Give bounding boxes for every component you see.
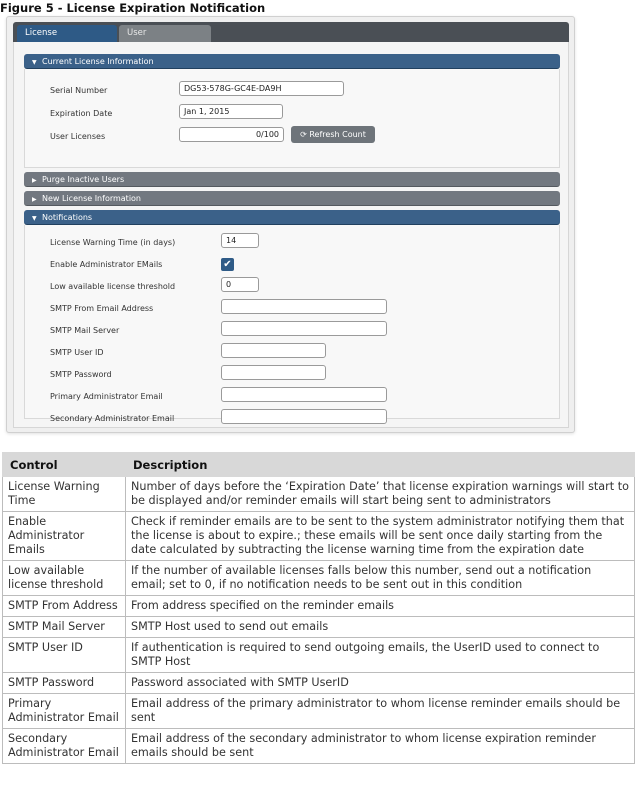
table-row	[3, 596, 635, 617]
serial-number-input[interactable]: DG53-578G-GC4E-DA9H	[179, 81, 344, 96]
section-title: Notifications	[42, 213, 93, 222]
table-cell-description: Number of days before the ‘Expiration Date’ that license expiration warnings will start to be displayed and/or reminder emails will start being sent to administrators	[126, 477, 635, 512]
caret-down-icon: ▼	[32, 215, 37, 222]
section-title: New License Information	[42, 194, 142, 203]
table-cell-control: Low available license threshold	[3, 561, 126, 596]
smtp-from-input[interactable]	[221, 299, 387, 314]
user-licenses-label: User Licenses	[50, 132, 106, 141]
table-cell-control: License Warning Time	[3, 477, 126, 512]
table-row	[3, 729, 635, 764]
license-screenshot	[6, 16, 575, 433]
table-row	[3, 561, 635, 596]
refresh-count-button[interactable]	[291, 126, 375, 143]
smtp-password-label: SMTP Password	[50, 370, 112, 379]
column-header-control: Control	[3, 453, 126, 477]
threshold-label: Low available license threshold	[50, 282, 176, 291]
tab-content	[13, 42, 569, 428]
table-cell-description: If the number of available licenses falls below this number, send out a notification email; set to 0, if no notification needs to be sent out in this condition	[126, 561, 635, 596]
primary-email-label: Primary Administrator Email	[50, 392, 163, 401]
table-cell-description: Password associated with SMTP UserID	[126, 673, 635, 694]
smtp-password-input[interactable]	[221, 365, 326, 380]
table-cell-control: SMTP User ID	[3, 638, 126, 673]
smtp-server-input[interactable]	[221, 321, 387, 336]
table-cell-control: Secondary Administrator Email	[3, 729, 126, 764]
expiration-date-input[interactable]: Jan 1, 2015	[179, 104, 283, 119]
table-row	[3, 638, 635, 673]
enable-emails-checkbox[interactable]	[221, 258, 234, 271]
column-header-description: Description	[126, 453, 635, 477]
table-cell-description: Email address of the secondary administrator to whom license expiration reminder emails should be sent	[126, 729, 635, 764]
table-row	[3, 512, 635, 561]
section-current-license-header[interactable]	[24, 54, 560, 69]
check-icon: ✔	[223, 259, 232, 270]
table-cell-description: From address specified on the reminder emails	[126, 596, 635, 617]
table-row	[3, 617, 635, 638]
table-row	[3, 477, 635, 512]
table-row	[3, 673, 635, 694]
section-title: Current License Information	[42, 57, 154, 66]
current-license-panel	[24, 69, 560, 168]
threshold-input[interactable]: 0	[221, 277, 259, 292]
table-cell-description: Email address of the primary administrator to whom license reminder emails should be sent	[126, 694, 635, 729]
table-cell-control: Primary Administrator Email	[3, 694, 126, 729]
warning-time-input[interactable]: 14	[221, 233, 259, 248]
notifications-panel	[24, 225, 560, 423]
table-cell-control: Enable Administrator Emails	[3, 512, 126, 561]
section-notifications-header[interactable]	[24, 210, 560, 225]
user-licenses-input[interactable]: 0/100	[179, 127, 284, 142]
table-cell-control: SMTP Password	[3, 673, 126, 694]
caret-down-icon: ▼	[32, 59, 37, 66]
caret-right-icon: ▶	[32, 196, 37, 203]
smtp-server-label: SMTP Mail Server	[50, 326, 120, 335]
refresh-icon: ⟳	[300, 130, 310, 139]
tab-license-management[interactable]: License	[17, 25, 117, 42]
table-row	[3, 694, 635, 729]
section-new-license-header[interactable]	[24, 191, 560, 206]
section-purge-inactive-header[interactable]	[24, 172, 560, 187]
refresh-count-label: Refresh Count	[309, 130, 366, 139]
controls-description-table	[2, 452, 635, 764]
smtp-user-id-label: SMTP User ID	[50, 348, 104, 357]
table-cell-description: SMTP Host used to send out emails	[126, 617, 635, 638]
figure-caption: Figure 5 - License Expiration Notification	[0, 1, 266, 15]
expiration-date-label: Expiration Date	[50, 109, 113, 118]
primary-email-input[interactable]	[221, 387, 387, 402]
table-cell-control: SMTP Mail Server	[3, 617, 126, 638]
section-title: Purge Inactive Users	[42, 175, 125, 184]
warning-time-label: License Warning Time (in days)	[50, 238, 176, 247]
secondary-email-label: Secondary Administrator Email	[50, 414, 175, 423]
table-cell-control: SMTP From Address	[3, 596, 126, 617]
smtp-from-label: SMTP From Email Address	[50, 304, 154, 313]
secondary-email-input[interactable]	[221, 409, 387, 424]
smtp-user-id-input[interactable]	[221, 343, 326, 358]
table-header-row	[3, 453, 635, 477]
caret-right-icon: ▶	[32, 177, 37, 184]
table-cell-description: If authentication is required to send outgoing emails, the UserID used to connect to SMTP Host	[126, 638, 635, 673]
serial-number-label: Serial Number	[50, 86, 108, 95]
table-cell-description: Check if reminder emails are to be sent to the system administrator notifying them that the license is about to expire.; these emails will be sent once daily starting from the date calculated by subtracting the license warning time from the expiration date	[126, 512, 635, 561]
enable-emails-label: Enable Administrator EMails	[50, 260, 163, 269]
tab-bar	[13, 22, 569, 42]
tab-user-management[interactable]: User	[119, 25, 211, 42]
